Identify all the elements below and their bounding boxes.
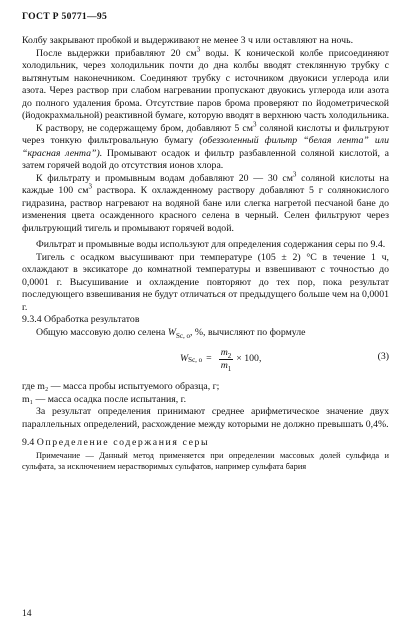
paragraph-2: После выдержки прибавляют 20 $см^3$ воды. К конической колбе присоединяют холодильник, через холодильник почти до дна колбы вводят стеклянную трубку с вытянутым наконечником. Соединяют трубку с источником двуокиси углерода или азота. Через раствор при слабом нагревании пропускают двуокись углерода или азота до полного удаления брома. Отсутствие паров брома проверяют по йодометрической (йодокрахмальной) реактивной бумаге, которую вводят в верхнюю часть холодильника. (22, 45, 390, 121)
note: Примечание — Данный метод применяется при определении массовых долей сульфида и сульфата, за исключением нерастворимых сульфатов, например сульфата бария (22, 450, 389, 471)
paragraph-5: Фильтрат и промывные воды используют для определения содержания серы по 9.4. (36, 239, 386, 250)
paragraph-4: К фильтрату и промывным водам добавляют 20 — 30 $см^3$ соляной кислоты на каждые 100 $см^3$ раствора. К охлажденному раствору добавляют 5 г солянокислого гидразина, раствор нагревают на водяной бане или слегка нагретой песчаной бане до изменения цвета осажденного красного селена в черный. Селен фильтруют через фильтрующий тигель и промывают горячей водой. (22, 170, 389, 234)
fraction: $\frac{m_2}{m_1}$ (220, 347, 232, 373)
section-heading-9-3-4: 9.3.4 Обработка результатов (22, 314, 140, 325)
filter-note: (обеззоленный фильтр “белая лента” или “красная лента”). (22, 135, 389, 159)
formula-3 (22, 341, 389, 379)
section-heading-9-4: 9.4 Определение содержания серы (22, 437, 210, 448)
paragraph-8: За результат определения принимают среднее арифметическое значение двух параллельных определений, расхождение между которыми не должно превышать 0,4%. (22, 406, 389, 430)
paragraph-6: Тигель с осадком высушивают при температуре (105 ± 2) °C в течение 1 ч, охлаждают в эксикаторе до комнатной температуры и взвешивают с точностью до 0,0001 г. Высушивание и охлаждение повторяют до тех пор, пока результат последующего взвешивания не будут отличаться от предыдущего больше чем на 0,0001 г. (22, 251, 389, 313)
page-number: 14 (22, 608, 32, 619)
page-header: ГОСТ Р 50771—95 (22, 11, 108, 22)
where-m1: m₁ — масса осадка после испытания, г. (22, 393, 187, 405)
paragraph-3: К раствору, не содержащему бром, добавляют 5 $см^3$ соляной кислоты и фильтруют через тонкую фильтровальную бумагу (обеззоленный фильтр “белая лента” или “красная лента”). Промывают осадок и фильтр разбавленной соляной кислотой, а затем горячей водой до отсутствия ионов хлора. (22, 120, 390, 171)
formula-expression: W Sc, о = $\frac{m_2}{m_1}$ × 100, (180, 347, 262, 373)
paragraph-1: Колбу закрывают пробкой и выдерживают не менее 3 ч или оставляют на ночь. (22, 35, 354, 46)
where-m2: где m₂ — масса пробы испытуемого образца, г; (22, 381, 220, 392)
equation-number: (3) (377, 351, 389, 362)
document-body (22, 35, 389, 472)
paragraph-7: Общую массовую долю селена $W_{Sc, о}$, %, вычисляют по формуле (36, 326, 306, 340)
